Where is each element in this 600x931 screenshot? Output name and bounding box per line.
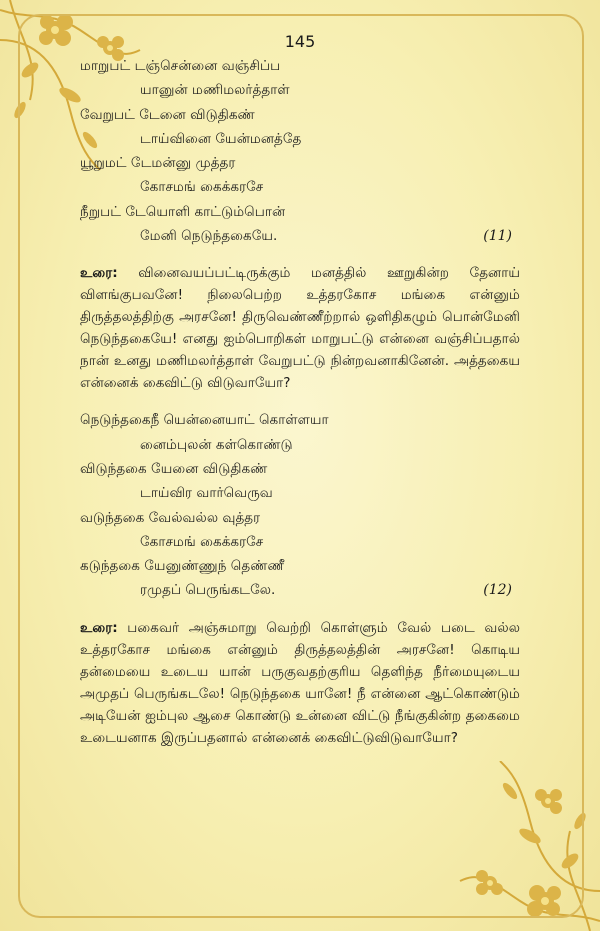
verse-line-text: மேனி நெடுந்தகையே. [140, 228, 278, 245]
commentary-text: வினைவயப்பட்டிருக்கும் மனத்தில் ஊறுகின்ற தேனாய் விளங்குபவனே! நிலைபெற்ற உத்தரகோச மங்கை என்னும் திருத்தலத்திற்கு அரசனே! திருவெண்ணீற்றால் ஒளிதிகழும் பொன்மேனி நெடுந்தகையே! எனது ஐம்பொறிகள் மாறுபட்டு என்னை வஞ்சிப்பதால் நான் உனது மணிமலர்த்தாள் வேறுபட்டு நின்றவனாகினேன். அத்தகைய என்னைக் கைவிட்டு விடுவாயோ? [80, 265, 520, 392]
verse-line: விடுந்தகை யேனை விடுதிகண் [80, 460, 268, 477]
verse-line-last [80, 578, 520, 602]
verse-line: டாய்வினை யேன்மனத்தே [140, 130, 302, 147]
commentary-label: உரை: [80, 619, 118, 636]
verse-number: (12) [483, 582, 512, 599]
verse-line: மாறுபட் டஞ்சென்னை வஞ்சிப்ப [80, 58, 281, 74]
commentary-11 [80, 262, 520, 394]
verse-11 [80, 54, 520, 248]
verse-line: டாய்விர வார்வெருவ [140, 485, 273, 502]
verse-line: யூறுமட் டேமன்னு முத்தர [80, 155, 236, 172]
verse-line: கடுந்தகை யேனுண்ணுந் தெண்ணீ [80, 558, 285, 575]
verse-line: யானுன் மணிமலர்த்தாள் [140, 82, 290, 99]
verse-line: நீறுபட் டேயொளி காட்டும்பொன் [80, 203, 286, 220]
commentary-text: பகைவர் அஞ்சுமாறு வெற்றி கொள்ளும் வேல் படை வல்ல உத்தரகோச மங்கை என்னும் திருத்தலத்தின் அரசனே! கொடிய தன்மையை உடைய யான் பருகுவதற்குரிய தெளிந்த நீர்மையுடைய அமுதப் பெருங்கடலே! நெடுந்தகை யானே! நீ என்னை ஆட்கொண்டும் அடியேன் ஐம்புல ஆசை கொண்டு உன்னை விட்டு நீங்குகின்ற தகைமை உடையனாக இருப்பதனால் என்னைக் கைவிட்டுவிடுவாயோ? [80, 619, 520, 746]
verse-number: (11) [483, 228, 512, 245]
verse-12 [80, 408, 520, 602]
verse-line: வேறுபட் டேனை விடுதிகண் [80, 106, 255, 123]
verse-line: னைம்புலன் கள்கொண்டு [140, 436, 293, 453]
verse-line-text: ரமுதப் பெருங்கடலே. [140, 582, 276, 599]
verse-line: வடுந்தகை வேல்வல்ல வுத்தர [80, 509, 261, 526]
verse-line: கோசமங் கைக்கரசே [140, 533, 264, 550]
page-number: 145 [284, 32, 316, 51]
verse-line: நெடுந்தகைநீ யென்னையாட் கொள்ளயா [80, 412, 329, 429]
commentary-label: உரை: [80, 265, 118, 282]
verse-line-last [80, 224, 520, 248]
commentary-12 [80, 617, 520, 749]
page-content [80, 54, 520, 763]
verse-line: கோசமங் கைக்கரசே [140, 179, 264, 196]
